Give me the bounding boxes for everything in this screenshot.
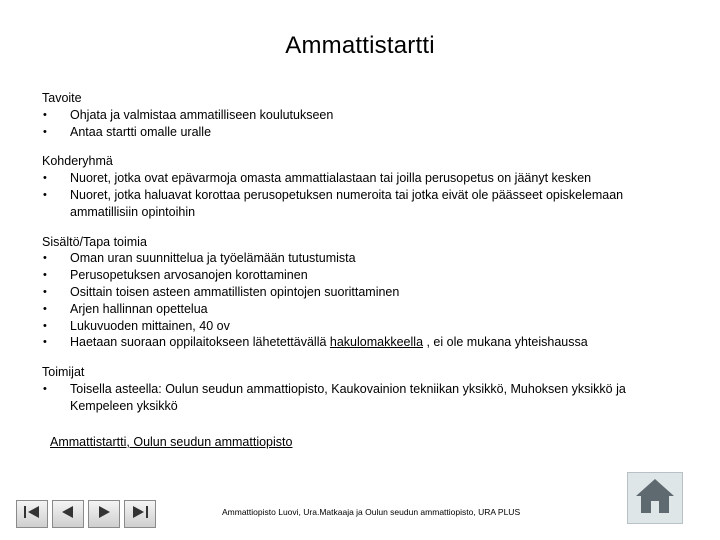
- bullet-list: [42, 170, 662, 220]
- bullet-list: [42, 107, 662, 141]
- list-item: • Antaa startti omalle uralle: [42, 124, 662, 141]
- section-heading: Sisältö/Tapa toimia: [42, 234, 147, 249]
- previous-slide-icon: [58, 504, 78, 525]
- item-text: , ei ole mukana yhteishaussa: [423, 335, 588, 350]
- section-heading: Toimijat: [42, 365, 85, 380]
- previous-slide-button[interactable]: [52, 500, 84, 528]
- list-item: • Toisella asteella: Oulun seudun ammattiopisto, Kaukovainion tekniikan yksikkö, Muhoksen yksikkö ja Kempeleen yksikkö: [42, 381, 662, 415]
- first-slide-button[interactable]: [16, 500, 48, 528]
- bullet-list: [42, 381, 662, 415]
- section-heading: Kohderyhmä: [42, 154, 113, 169]
- next-slide-button[interactable]: [88, 500, 120, 528]
- application-form-link[interactable]: hakulomakkeella: [329, 335, 424, 350]
- last-slide-icon: [130, 504, 150, 525]
- list-item: • Arjen hallinnan opettelua: [42, 301, 662, 318]
- list-item: • Nuoret, jotka ovat epävarmoja omasta ammattialastaan tai joilla perusopetus on jäänyt kesken: [42, 170, 662, 187]
- slide-navigation: [16, 500, 156, 528]
- list-item: • Nuoret, jotka haluavat korottaa perusopetuksen numeroita tai jotka eivät ole päässeet opiskelemaan ammatillisiin opintoihin: [42, 187, 662, 221]
- list-item: • Ohjata ja valmistaa ammatilliseen koulutukseen: [42, 107, 662, 124]
- list-item: • Osittain toisen asteen ammatillisten opintojen suorittaminen: [42, 284, 662, 301]
- item-text: Haetaan suoraan oppilaitokseen lähetettävällä: [70, 335, 330, 350]
- home-icon: [633, 476, 677, 521]
- home-button[interactable]: [627, 472, 683, 524]
- page-title: Ammattistartti: [285, 32, 435, 59]
- last-slide-button[interactable]: [124, 500, 156, 528]
- section-sisalto: [42, 234, 662, 352]
- list-item: [42, 334, 662, 351]
- first-slide-icon: [22, 504, 42, 525]
- list-item: • Lukuvuoden mittainen, 40 ov: [42, 318, 662, 335]
- section-toimijat: [42, 364, 662, 414]
- list-item: • Perusopetuksen arvosanojen korottaminen: [42, 267, 662, 284]
- list-item: • Oman uran suunnittelua ja työelämään tutustumista: [42, 250, 662, 267]
- section-heading: Tavoite: [42, 91, 82, 105]
- section-tavoite: [42, 90, 662, 140]
- section-kohderyhma: [42, 153, 662, 220]
- next-slide-icon: [94, 504, 114, 525]
- ammattistartti-link[interactable]: Ammattistartti, Oulun seudun ammattiopisto: [50, 435, 293, 449]
- slide-content: [42, 90, 662, 428]
- footer-credits: Ammattiopisto Luovi, Ura.Matkaaja ja Oulun seudun ammattiopisto, URA PLUS: [222, 507, 521, 517]
- bullet-list: [42, 250, 662, 351]
